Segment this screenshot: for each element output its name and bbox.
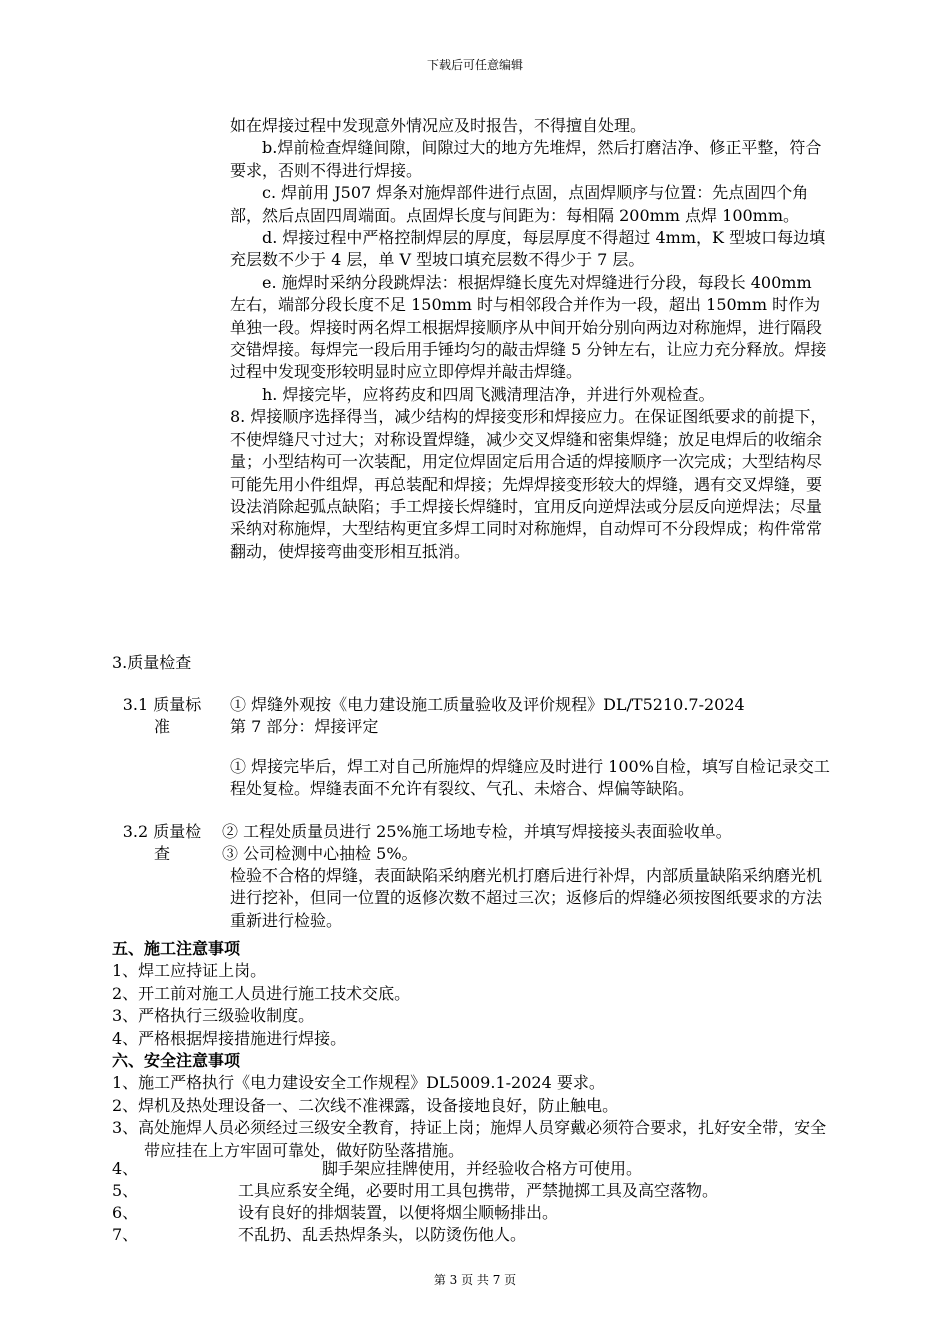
procedure-item-b: b.焊前检查焊缝间隙，间隙过大的地方先堆焊，然后打磨洁净、修正平整，符合要求，否则不得进行焊接。 (230, 138, 822, 180)
quality-standard-label-1: 3.1 质量标 (122, 695, 202, 714)
section-5-item: 1、焊工应持证上岗。 (112, 961, 267, 981)
list-number: 4、 (112, 1159, 139, 1178)
procedure-block (230, 115, 830, 563)
section-6-item: 1、施工严格执行《电力建设安全工作规程》DL5009.1-2024 要求。 (112, 1073, 605, 1093)
procedure-item-c: c. 焊前用 J507 焊条对施焊部件进行点固，点固焊顺序与位置：先点固四个角部，然后点固四周端面。点固焊长度与间距为：每相隔 200mm 点焊 100mm。 (230, 183, 809, 225)
procedure-first: 如在焊接过程中发现意外情况应及时报告，不得擅自处理。 (230, 116, 647, 135)
section-5-title: 五、施工注意事项 (112, 939, 241, 958)
section-5-item: 3、严格执行三级验收制度。 (112, 1006, 315, 1026)
quality-check-label-1: 3.2 质量检 (122, 822, 202, 841)
page-header: 下载后可任意编辑 (426, 58, 523, 72)
list-number: 7、 (112, 1225, 139, 1244)
procedure-item-e: e. 施焊时采纳分段跳焊法：根据焊缝长度先对焊缝进行分段，每段长 400mm 左右，端部分段长度不足 150mm 时与相邻段合并作为一段，超出 150mm 时作为单独一段。焊接时两名焊工根据焊接顺序从中间开始分别向两边对称施焊，进行隔段交错焊接。每焊完一段后用手锤均匀的敲击焊缝 5 分钟左右，让应力充分释放。焊接过程中发现变形较明显时应立即停焊并敲击焊缝。 (230, 272, 827, 382)
list-number: 6、 (112, 1203, 139, 1222)
list-number: 5、 (112, 1181, 139, 1200)
quality-check-intro: ① 焊接完毕后，焊工对自己所施焊的焊缝应及时进行 100%自检，填写自检记录交工程处复检。焊缝表面不允许有裂纹、气孔、未熔合、焊偏等缺陷。 (230, 757, 830, 799)
quality-check-label-2: 查 (153, 844, 170, 863)
section-6-title: 六、安全注意事项 (112, 1051, 241, 1071)
section-5-item: 4、严格根据焊接措施进行焊接。 (112, 1028, 347, 1048)
quality-check-line-2: ② 工程处质量员进行 25%施工场地专检，并填写焊接接头表面验收单。 (222, 822, 732, 841)
list-text: 脚手架应挂牌使用，并经验收合格方可使用。 (322, 1159, 643, 1178)
section-6-item: 3、高处施焊人员必须经过三级安全教育，持证上岗；施焊人员穿戴必须符合要求，扎好安全带，安全带应挂在上方牢固可靠处，做好防坠落措施。 (112, 1118, 827, 1160)
quality-check-line-3: ③ 公司检测中心抽检 5%。 (222, 844, 418, 863)
quality-standard-line-2: 第 7 部分：焊接评定 (230, 717, 379, 736)
procedure-item-d: d. 焊接过程中严格控制焊层的厚度，每层厚度不得超过 4mm，K 型坡口每边填充层数不少于 4 层，单 V 型坡口填充层数不得少于 7 层。 (230, 228, 826, 270)
quality-check-rest: 检验不合格的焊缝，表面缺陷采纳磨光机打磨后进行补焊，内部质量缺陷采纳磨光机进行挖补，但同一位置的返修次数不超过三次；返修后的焊缝必须按图纸要求的方法重新进行检验。 (230, 866, 823, 930)
page-footer: 第 3 页 共 7 页 (433, 1273, 517, 1287)
procedure-item-h: h. 焊接完毕，应将药皮和四周飞溅清理洁净，并进行外观检查。 (262, 384, 715, 404)
quality-standard-line-1: ① 焊缝外观按《电力建设施工质量验收及评价规程》DL/T5210.7-2024 (230, 695, 745, 714)
quality-standard-label-2: 准 (153, 717, 170, 736)
list-text: 不乱扔、乱丢热焊条头，以防烫伤他人。 (238, 1225, 527, 1244)
list-text: 工具应系安全绳，必要时用工具包携带，严禁抛掷工具及高空落物。 (238, 1181, 719, 1200)
procedure-item-8: 8. 焊接顺序选择得当，减少结构的焊接变形和焊接应力。在保证图纸要求的前提下，不使焊缝尺寸过大；对称设置焊缝，减少交叉焊缝和密集焊缝；放足电焊后的收缩余量；小型结构可一次装配，用定位焊固定后用合适的焊接顺序一次完成；大型结构尽可能先用小件组焊，再总装配和焊接；先焊焊接变形较大的焊缝，遇有交叉焊缝，要设法消除起弧点缺陷；手工焊接长焊缝时，宜用反向逆焊法或分层反向逆焊法；尽量采纳对称施焊，大型结构更宜多焊工同时对称施焊，自动焊可不分段焊成；构件常常翻动，使焊接弯曲变形相互抵消。 (230, 407, 827, 561)
quality-title: 3.质量检查 (112, 653, 192, 672)
list-text: 设有良好的排烟装置，以便将烟尘顺畅排出。 (238, 1203, 559, 1222)
section-6-item: 2、焊机及热处理设备一、二次线不准裸露，设备接地良好，防止触电。 (112, 1095, 619, 1115)
section-construction-notes (112, 938, 837, 1162)
section-5-item: 2、开工前对施工人员进行施工技术交底。 (112, 983, 411, 1003)
